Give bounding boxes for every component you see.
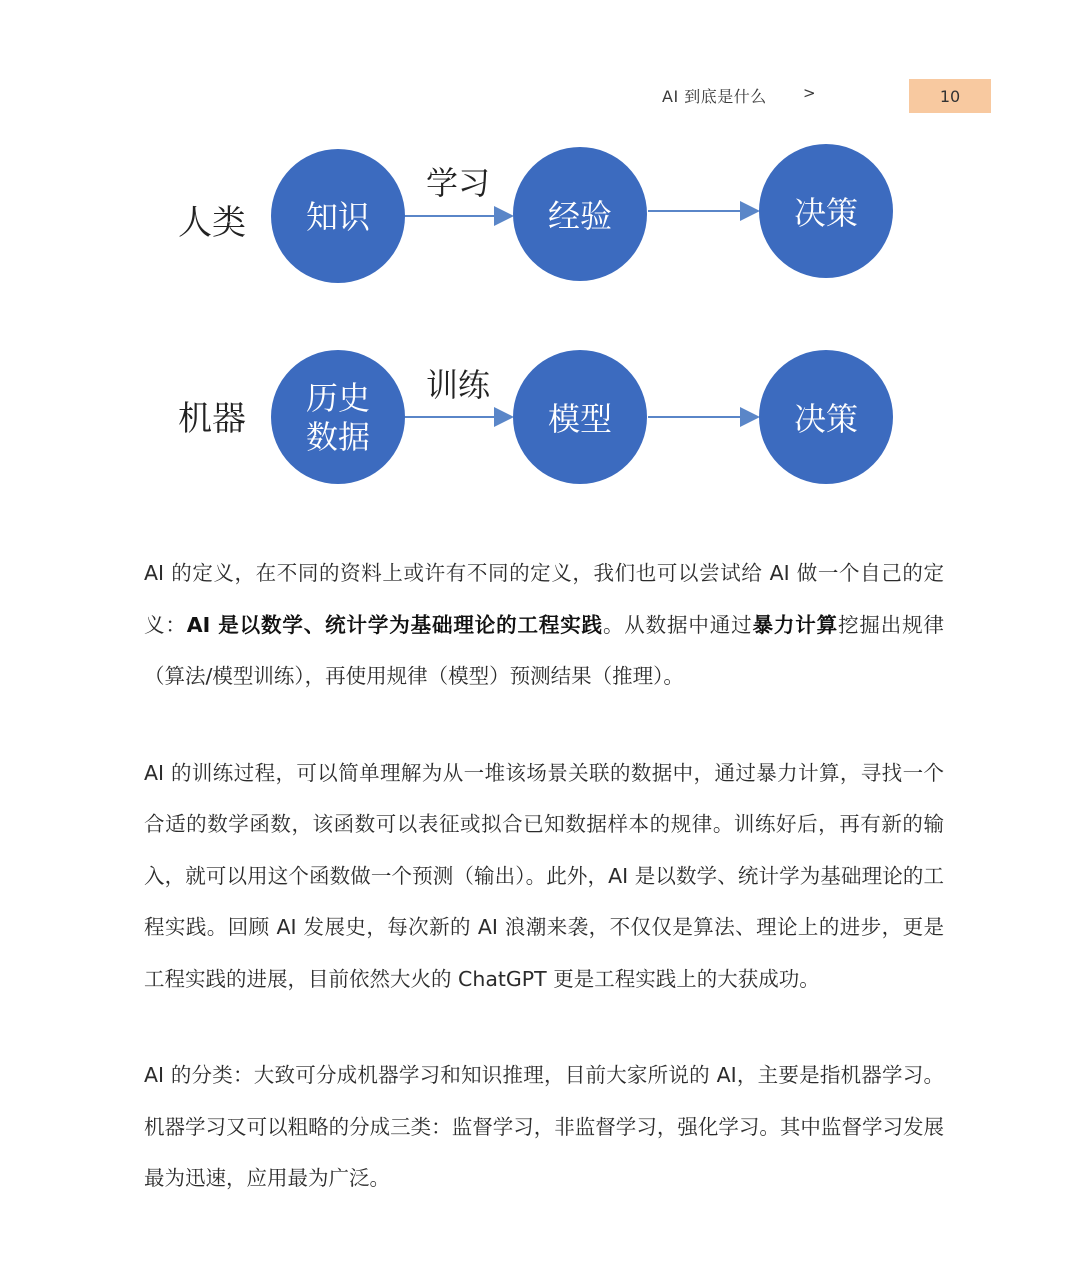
node-knowledge-label: 知识 — [305, 198, 371, 236]
p1-text-3: 挖掘出规律（算法/模型训练），再使用规律（模型）预测结果（推理）。 — [144, 612, 945, 688]
node-decision-human-label: 决策 — [793, 194, 859, 232]
p1-bold-brute-force: 暴力计算 — [752, 612, 839, 637]
page-header — [0, 0, 1080, 130]
page-number-badge: 10 — [909, 79, 991, 113]
header-title: AI 到底是什么 — [662, 87, 767, 106]
node-history-data-line2: 数据 — [305, 418, 371, 456]
arrow-label-train: 训练 — [426, 366, 491, 404]
node-decision-machine-label: 决策 — [793, 400, 859, 438]
paragraph-training: AI 的训练过程，可以简单理解为从一堆该场景关联的数据中，通过暴力计算，寻找一个合适的数学函数，该函数可以表征或拟合已知数据样本的规律。训练好后，再有新的输入，就可以用这个函数做一个预测（输出）。此外，AI 是以数学、统计学为基础理论的工程实践。回顾 AI 发展史，每次新的 AI 浪潮来袭，不仅仅是算法、理论上的进步，更是工程实践的进展，目前依然大火的 ChatGPT 更是工程实践上的大获成功。 — [144, 760, 944, 991]
node-model-label: 模型 — [547, 400, 613, 438]
p1-text-2: 。从数据中通过 — [602, 612, 753, 637]
chevron-right-icon: > — [803, 84, 816, 102]
ai-concept-diagram — [148, 128, 928, 498]
diagram-row-human — [178, 144, 893, 283]
diagram-row-machine — [178, 350, 893, 484]
paragraph-classification: AI 的分类：大致可分成机器学习和知识推理，目前大家所说的 AI，主要是指机器学习。机器学习又可以粗略的分成三类：监督学习，非监督学习，强化学习。其中监督学习发展最为迅速，应用最为广泛。 — [144, 1063, 944, 1190]
node-history-data — [271, 350, 405, 484]
node-experience-label: 经验 — [547, 197, 613, 235]
p1-text-1: AI 的定义，在不同的资料上或许有不同的定义，我们也可以尝试给 AI 做一个自己的定义： — [144, 561, 944, 637]
node-history-data-line1: 历史 — [305, 379, 371, 417]
row-label-machine: 机器 — [178, 399, 246, 439]
paragraph-definition — [144, 548, 944, 703]
p1-bold-definition: AI 是以数学、统计学为基础理论的工程实践 — [186, 612, 603, 637]
body-content — [144, 548, 944, 1250]
row-label-human: 人类 — [178, 203, 246, 243]
arrow-label-learn: 学习 — [426, 164, 491, 202]
